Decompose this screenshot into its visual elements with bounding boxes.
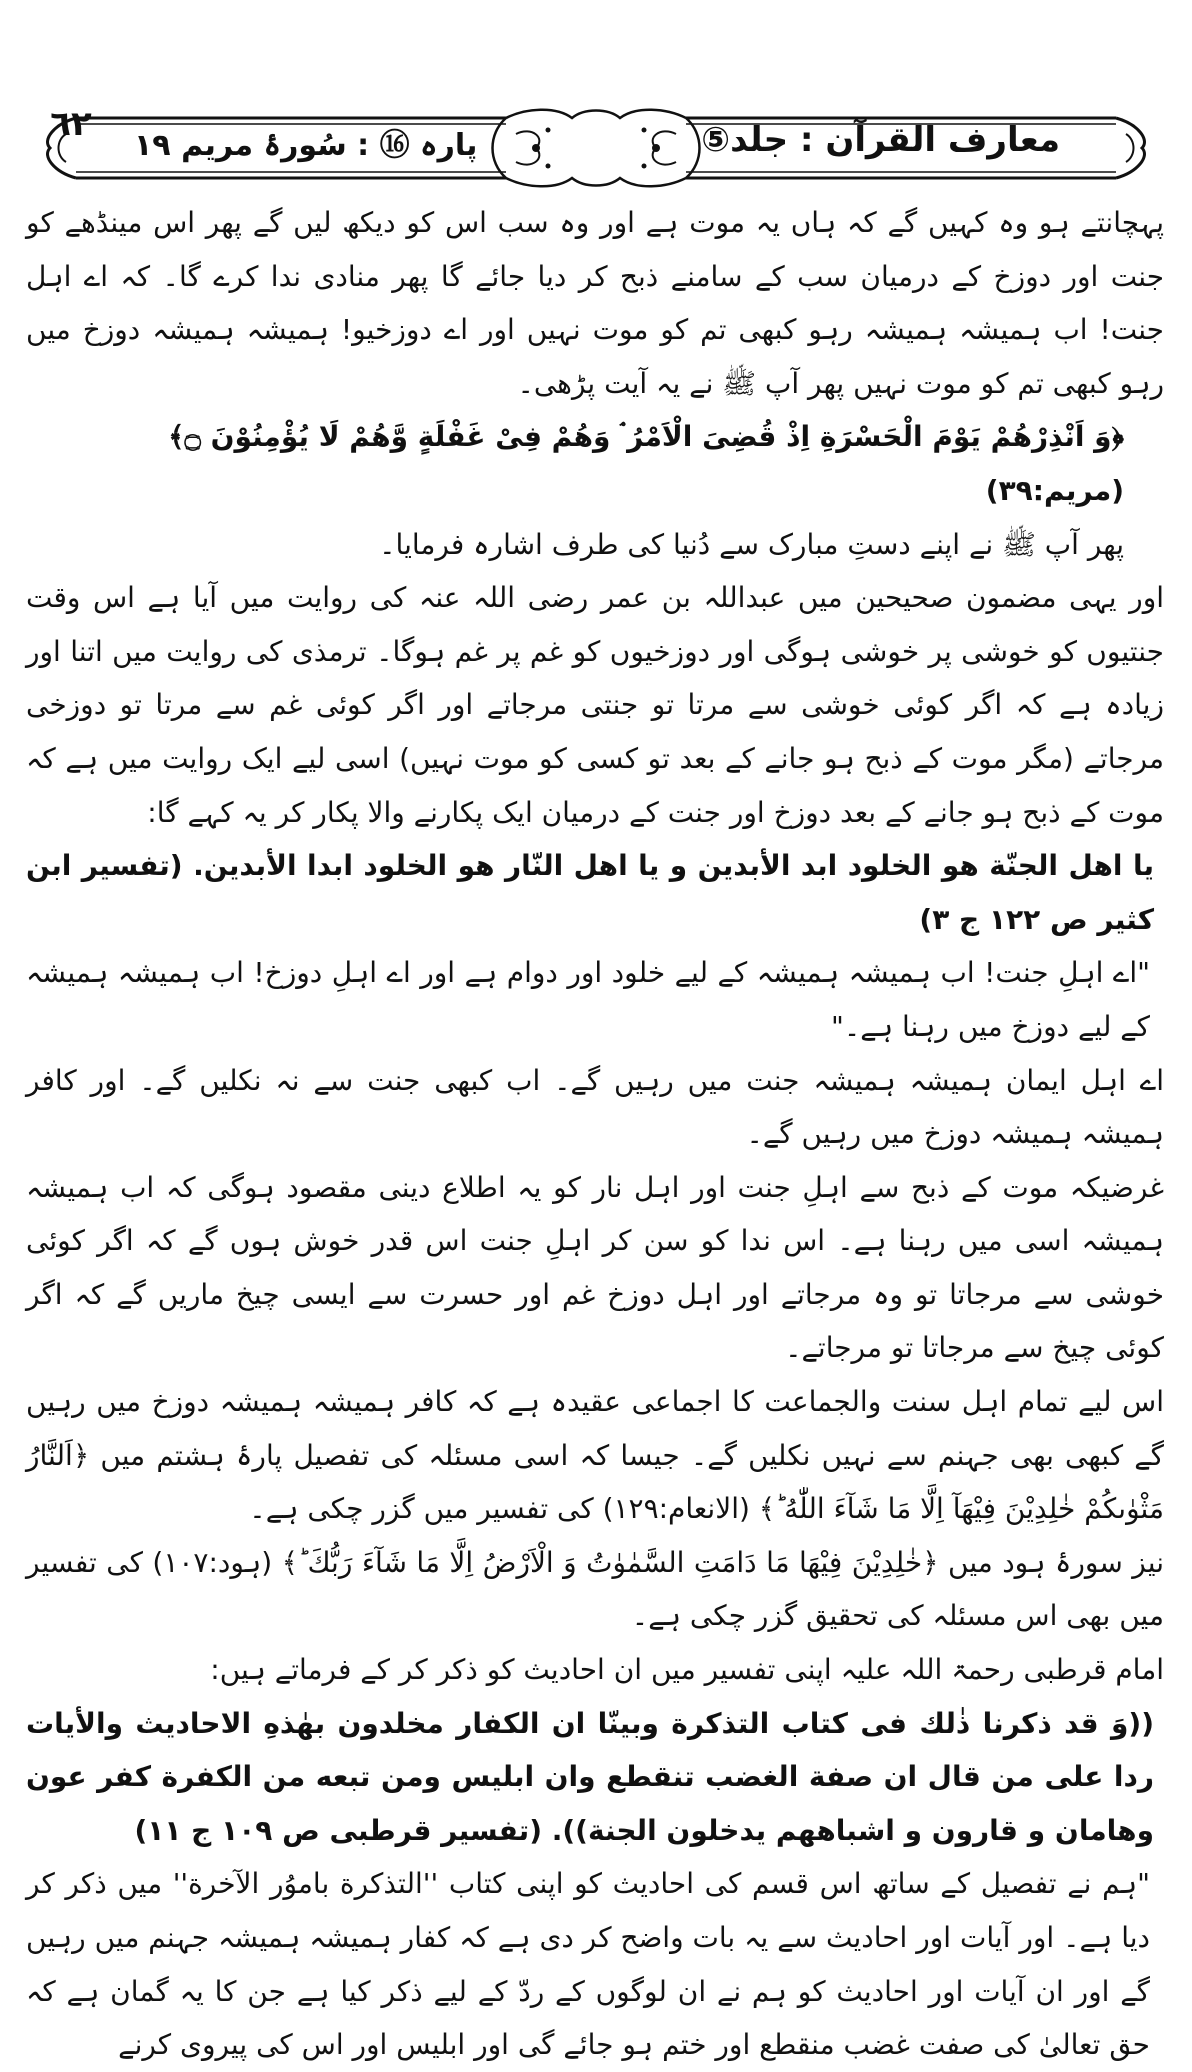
translation-quote: "ہم نے تفصیل کے ساتھ اس قسم کی احادیث کو اپنی کتاب ''التذکرة باموُر الآخرة'' میں ذکر کر دیا ہے۔ اور آیات اور احادیث سے یہ بات واضح کر دی ہے کہ کفار ہمیشہ ہمیشہ جہنم میں رہیں گے اور ان آیات اور احادیث کو ہم نے ان لوگوں کے ردّ کے لیے ذکر کیا ہے جن کا یہ گمان ہے کہ حق تعالیٰ کی صفت غضب منقطع اور ختم ہو جائے گی اور ابلیس اور اس کی پیروی کرنے (26, 1867, 1150, 2062)
paragraph: غرضیکہ موت کے ذبح سے اہلِ جنت اور اہل نار کو یہ اطلاع دینی مقصود ہوگی کہ اب ہمیشہ ہمیشہ اسی میں رہنا ہے۔ اس ندا کو سن کر اہلِ جنت اس قدر خوش ہوں گے کہ اگر کوئی خوشی سے مرجاتا تو وہ مرجاتے اور اہل دوزخ غم اور حسرت سے ایسی چیخ ماریں گے کہ اگر کوئی چیخ سے مرجاتا تو مرجاتے۔ (26, 1170, 1164, 1365)
paragraph: پہچانتے ہو وہ کہیں گے کہ ہاں یہ موت ہے اور وہ سب اس کو دیکھ لیں گے پھر اس مینڈھے کو جنت اور دوزخ کے درمیان سب کے سامنے ذبح کر دیا جائے گا پھر منادی ندا کرے گا۔ کہ اے اہل جنت! اب ہمیشہ ہمیشہ رہو کبھی تم کو موت نہیں اور اے دوزخیو! ہمیشہ ہمیشہ دوزخ میں رہو کبھی تم کو موت نہیں پھر آپ ﷺ نے یہ آیت پڑھی۔ (26, 206, 1164, 400)
paragraph: امام قرطبی رحمۃ اللہ علیہ اپنی تفسیر میں ان احادیث کو ذکر کر کے فرماتے ہیں: (210, 1653, 1164, 1687)
arabic-hadith: یا اهل الجنّة هو الخلود ابد الأبدین و یا اهل النّار هو الخلود ابدا الأبدین. (تفسیر ابن کثیر ص ١٢٢ ج ٣) (26, 849, 1154, 936)
paragraph: اور یہی مضمون صحیحین میں عبداللہ بن عمر رضی اللہ عنہ کی روایت میں آیا ہے اس وقت جنتیوں کو خوشی پر خوشی ہوگی اور دوزخیوں کو غم پر غم ہوگا۔ ترمذی کی روایت میں اتنا اور زیادہ ہے کہ اگر کوئی خوشی سے مرتا تو جنتی مرجاتے اور اگر کوئی غم سے مرتا تو دوزخی مرجاتے (مگر موت کے ذبح ہو جانے کے بعد تو کسی کو موت نہیں) اسی لیے ایک روایت میں ہے کہ موت کے ذبح ہو جانے کے بعد دوزخ اور جنت کے درمیان ایک پکارنے والا پکار کر یہ کہے گا: (26, 581, 1164, 829)
paragraph: پھر آپ ﷺ نے اپنے دستِ مبارک سے دُنیا کی طرف اشارہ فرمایا۔ (379, 527, 1124, 561)
arabic-quote: ((وَ قد ذکرنا ذٰلك فی کتاب التذکرة وبینّا ان الکفار مخلدون بهٰذهِ الاحادیث والأیات ردا علی من قال ان صفة الغضب تنقطع وان ابلیس ومن تبعه من الکفرة کفر عون وهامان و قارون و اشباهھم یدخلون الجنة)). (تفسیر قرطبی ص ١٠٩ ج ١١) (26, 1706, 1154, 1847)
book-title: معارف القرآن : جلد⑤ (701, 120, 1060, 160)
page-number: ٦٢ (50, 104, 92, 144)
paragraph: نیز سورۂ ہود میں ﴿خٰلِدِیْنَ فِیْهَا مَا دَامَتِ السَّمٰوٰتُ وَ الْاَرْضُ اِلَّا مَا شَآءَ رَبُّكَ ؕ﴾ (ہود:١٠٧) کی تفسیر میں بھی اس مسئلہ کی تحقیق گزر چکی ہے۔ (26, 1545, 1164, 1633)
quran-verse: ﴿وَ اَنْذِرْهُمْ یَوْمَ الْحَسْرَةِ اِذْ قُضِیَ الْاَمْرُ ۘ وَهُمْ فِیْ غَفْلَةٍ وَّهُمْ لَا یُؤْمِنُوْنَ ۝﴾ (مریم:٣٩) (168, 420, 1124, 507)
section-title: پارہ ⑯ : سُورۂ مریم ١٩ (134, 128, 478, 163)
page-header (36, 104, 1156, 192)
paragraph: اس لیے تمام اہل سنت والجماعت کا اجماعی عقیدہ ہے کہ کافر ہمیشہ ہمیشہ دوزخ میں رہیں گے کبھی بھی جہنم سے نہیں نکلیں گے۔ جیسا کہ اسی مسئلہ کی تفصیل پارۂ ہشتم میں ﴿اَلنَّارُ مَثْوٰىكُمْ خٰلِدِیْنَ فِیْهَآ اِلَّا مَا شَآءَ اللّٰهُ ؕ﴾ (الانعام:١٢٩) کی تفسیر میں گزر چکی ہے۔ (26, 1385, 1164, 1526)
translation-quote: "اے اہلِ جنت! اب ہمیشہ ہمیشہ کے لیے خلود اور دوام ہے اور اے اہلِ دوزخ! اب ہمیشہ ہمیشہ کے لیے دوزخ میں رہنا ہے۔" (26, 956, 1150, 1043)
page-body (26, 196, 1164, 2072)
paragraph: اے اہل ایمان ہمیشہ ہمیشہ جنت میں رہیں گے۔ اب کبھی جنت سے نہ نکلیں گے۔ اور کافر ہمیشہ ہمیشہ دوزخ میں رہیں گے۔ (26, 1063, 1164, 1151)
